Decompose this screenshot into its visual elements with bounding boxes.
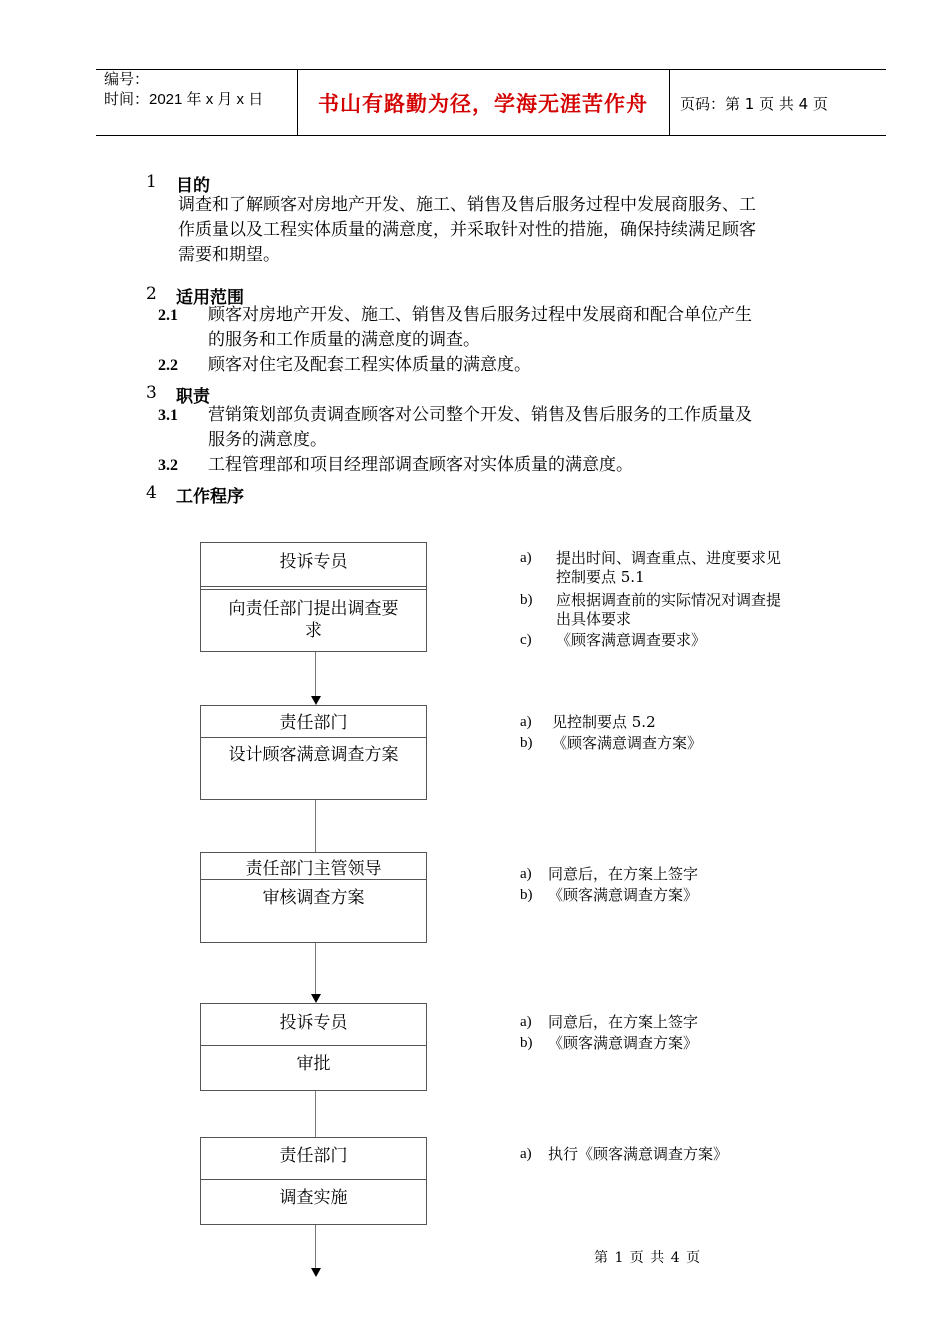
flow-step-divider	[201, 586, 426, 587]
item-2-2-number: 2.2	[158, 357, 178, 374]
note-label: a)	[520, 1146, 532, 1162]
flow-step-divider	[201, 737, 426, 738]
item-3-2-body: 工程管理部和项目经理部调查顾客对实体质量的满意度。	[208, 455, 633, 475]
flow-arrow-down-icon	[311, 994, 321, 1003]
flow-step-3-role: 责任部门主管领导	[245, 859, 382, 879]
item-3-1-line: 营销策划部负责调查顾客对公司整个开发、销售及售后服务的工作质量及	[208, 405, 752, 425]
section-1-line: 需要和期望。	[178, 245, 280, 265]
item-2-2-body: 顾客对住宅及配套工程实体质量的满意度。	[208, 355, 531, 375]
flow-step-5-notes	[520, 1145, 840, 1167]
flow-connector	[315, 651, 316, 696]
flow-step-1	[200, 542, 427, 652]
note-label: a)	[520, 866, 532, 882]
note-line: 应根据调查前的实际情况对调查提	[556, 591, 782, 609]
section-4-title: 工作程序	[176, 487, 244, 507]
flow-step-5-role: 责任部门	[279, 1146, 348, 1166]
flow-connector	[315, 799, 316, 852]
flow-step-3-action: 审核调查方案	[262, 888, 365, 908]
note-line: 控制要点 5.1	[556, 568, 645, 586]
item-3-1-body	[208, 403, 752, 453]
section-1-number: 1	[146, 172, 157, 192]
note-label: b)	[520, 1035, 533, 1051]
item-3-2-number: 3.2	[158, 457, 178, 474]
flow-step-1-action-line: 向责任部门提出调查要	[228, 599, 399, 619]
section-1-line: 作质量以及工程实体质量的满意度，并采取针对性的措施，确保持续满足顾客	[178, 220, 756, 240]
note-text: 执行《顾客满意调查方案》	[548, 1145, 729, 1163]
note-label: a)	[520, 550, 532, 566]
flow-step-divider	[201, 589, 426, 590]
flow-step-1-action-line: 求	[305, 621, 322, 641]
note-line: 提出时间、调查重点、进度要求见	[556, 549, 782, 567]
note-text	[556, 549, 781, 587]
flow-step-4-notes	[520, 1013, 840, 1057]
flow-step-divider	[201, 1179, 426, 1180]
note-label: b)	[520, 735, 533, 751]
item-2-1-body	[208, 303, 752, 353]
section-3-title: 职责	[176, 387, 210, 407]
flow-step-2-notes	[520, 713, 840, 757]
note-text: 同意后，在方案上签字	[548, 865, 699, 883]
flow-arrow-down-icon	[311, 696, 321, 705]
section-1-body	[178, 193, 756, 268]
note-text	[556, 591, 781, 629]
note-text: 《顾客满意调查要求》	[556, 631, 707, 649]
flow-step-4	[200, 1003, 427, 1091]
flow-step-4-action: 审批	[296, 1054, 331, 1074]
note-label: c)	[520, 632, 532, 648]
note-label: b)	[520, 887, 533, 903]
section-2-title: 适用范围	[176, 288, 244, 308]
flow-step-3-notes	[520, 865, 840, 909]
note-label: b)	[520, 592, 533, 608]
flow-step-2-action: 设计顾客满意调查方案	[228, 745, 399, 765]
item-3-1-line: 服务的满意度。	[208, 430, 327, 450]
section-3-number: 3	[146, 383, 157, 403]
item-2-1-number: 2.1	[158, 307, 178, 324]
note-text: 《顾客满意调查方案》	[548, 886, 699, 904]
item-3-1-number: 3.1	[158, 407, 178, 424]
section-4-number: 4	[146, 483, 157, 503]
header-divider-2	[669, 69, 670, 136]
flow-step-5	[200, 1137, 427, 1225]
header-meta	[104, 70, 263, 110]
header-number-label: 编号：	[104, 71, 150, 88]
item-2-1-line: 的服务和工作质量的满意度的调查。	[208, 330, 480, 350]
flow-arrow-down-icon	[311, 1268, 321, 1277]
section-1-title: 目的	[176, 176, 210, 196]
header-time-label: 时间：2021 年 x 月 x 日	[104, 91, 264, 108]
note-label: a)	[520, 1014, 532, 1030]
flow-step-1-action	[201, 598, 426, 642]
section-2-number: 2	[146, 284, 157, 304]
note-text: 《顾客满意调查方案》	[548, 1034, 699, 1052]
header-page-info: 页码：第 1 页 共 4 页	[680, 95, 828, 113]
header-bottom-rule	[96, 135, 886, 136]
header-motto: 书山有路勤为径，学海无涯苦作舟	[318, 92, 648, 116]
flow-step-1-notes	[520, 549, 840, 659]
flow-step-1-role: 投诉专员	[279, 552, 348, 572]
note-label: a)	[520, 714, 532, 730]
note-text: 同意后，在方案上签字	[548, 1013, 699, 1031]
note-text: 《顾客满意调查方案》	[552, 734, 703, 752]
note-text: 见控制要点 5.2	[552, 713, 656, 731]
flow-step-3	[200, 852, 427, 943]
section-1-line: 调查和了解顾客对房地产开发、施工、销售及售后服务过程中发展商服务、工	[178, 195, 756, 215]
item-2-1-line: 顾客对房地产开发、施工、销售及售后服务过程中发展商和配合单位产生	[208, 305, 752, 325]
flow-connector	[315, 1224, 316, 1268]
flow-step-5-action: 调查实施	[279, 1188, 348, 1208]
flow-step-4-role: 投诉专员	[279, 1013, 348, 1033]
note-line: 出具体要求	[556, 610, 632, 628]
flow-step-2-role: 责任部门	[279, 713, 348, 733]
flow-step-divider	[201, 1045, 426, 1046]
flow-step-2	[200, 705, 427, 800]
page-footer: 第 1 页 共 4 页	[594, 1250, 702, 1266]
